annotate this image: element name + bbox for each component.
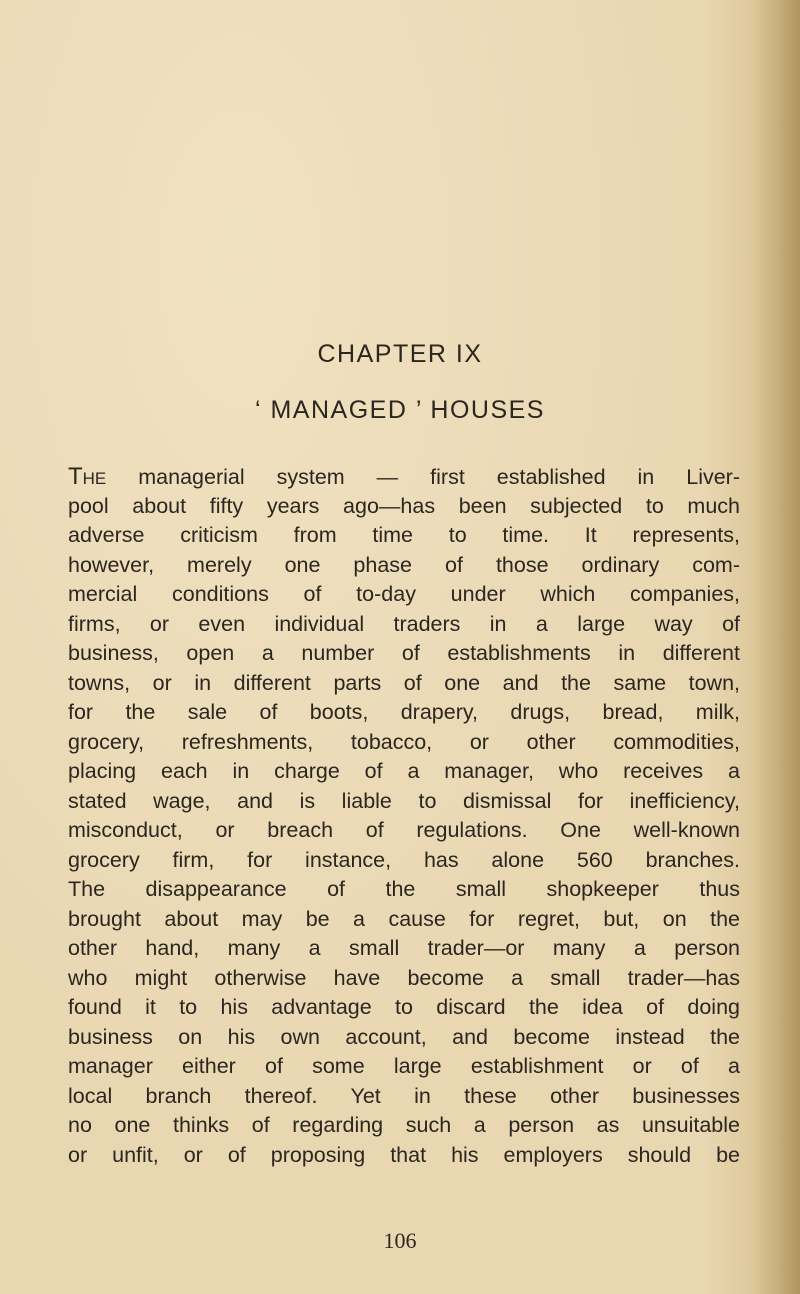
text-line: stated wage, and is liable to dismissal for inefficiency, xyxy=(68,788,740,813)
text-line: firms, or even individual traders in a large way of xyxy=(68,611,740,636)
body-paragraph xyxy=(68,462,740,1170)
text-line: manager either of some large establishment or of a xyxy=(68,1054,740,1078)
chapter-number: CHAPTER IX xyxy=(317,340,483,368)
text-line: misconduct, or breach of regulations. One well-known xyxy=(68,818,740,842)
first-word: The xyxy=(68,463,107,490)
text-line: brought about may be a cause for regret, but, on the xyxy=(68,906,740,931)
text-line: placing each in charge of a manager, who receives a xyxy=(68,759,740,783)
page-number: 106 xyxy=(383,1228,417,1253)
text-line: found it to his advantage to discard the idea of doing xyxy=(68,995,740,1019)
text-line: adverse criticism from time to time. It represents, xyxy=(68,523,740,547)
text-line: business on his own account, and become instead the xyxy=(68,1024,740,1049)
text-line: pool about fifty years ago—has been subjected to much xyxy=(68,493,740,518)
text-line: local branch thereof. Yet in these other businesses xyxy=(68,1083,740,1108)
text-line: however, merely one phase of those ordinary com- xyxy=(68,552,740,577)
text-line: towns, or in different parts of one and the same town, xyxy=(68,670,740,695)
text-line: for the sale of boots, drapery, drugs, bread, milk, xyxy=(68,700,740,724)
text-line: other hand, many a small trader—or many a person xyxy=(68,936,740,960)
text-line: no one thinks of regarding such a person as unsuitable xyxy=(68,1113,740,1137)
text-line: grocery firm, for instance, has alone 560 branches. xyxy=(68,847,740,872)
text-line: The managerial system — first established in Liver- xyxy=(68,463,740,490)
text-line: or unfit, or of proposing that his employers should be xyxy=(68,1142,740,1167)
text-line: business, open a number of establishments in different xyxy=(68,641,740,665)
text-line: The disappearance of the small shopkeeper thus xyxy=(68,877,740,901)
text-line: mercial conditions of to-day under which companies, xyxy=(68,582,740,606)
text-line: who might otherwise have become a small trader—has xyxy=(68,965,740,990)
page-edge-shadow xyxy=(752,0,800,1294)
chapter-title: ‘ MANAGED ’ HOUSES xyxy=(254,396,545,424)
text-line: grocery, refreshments, tobacco, or other commodities, xyxy=(68,729,740,754)
